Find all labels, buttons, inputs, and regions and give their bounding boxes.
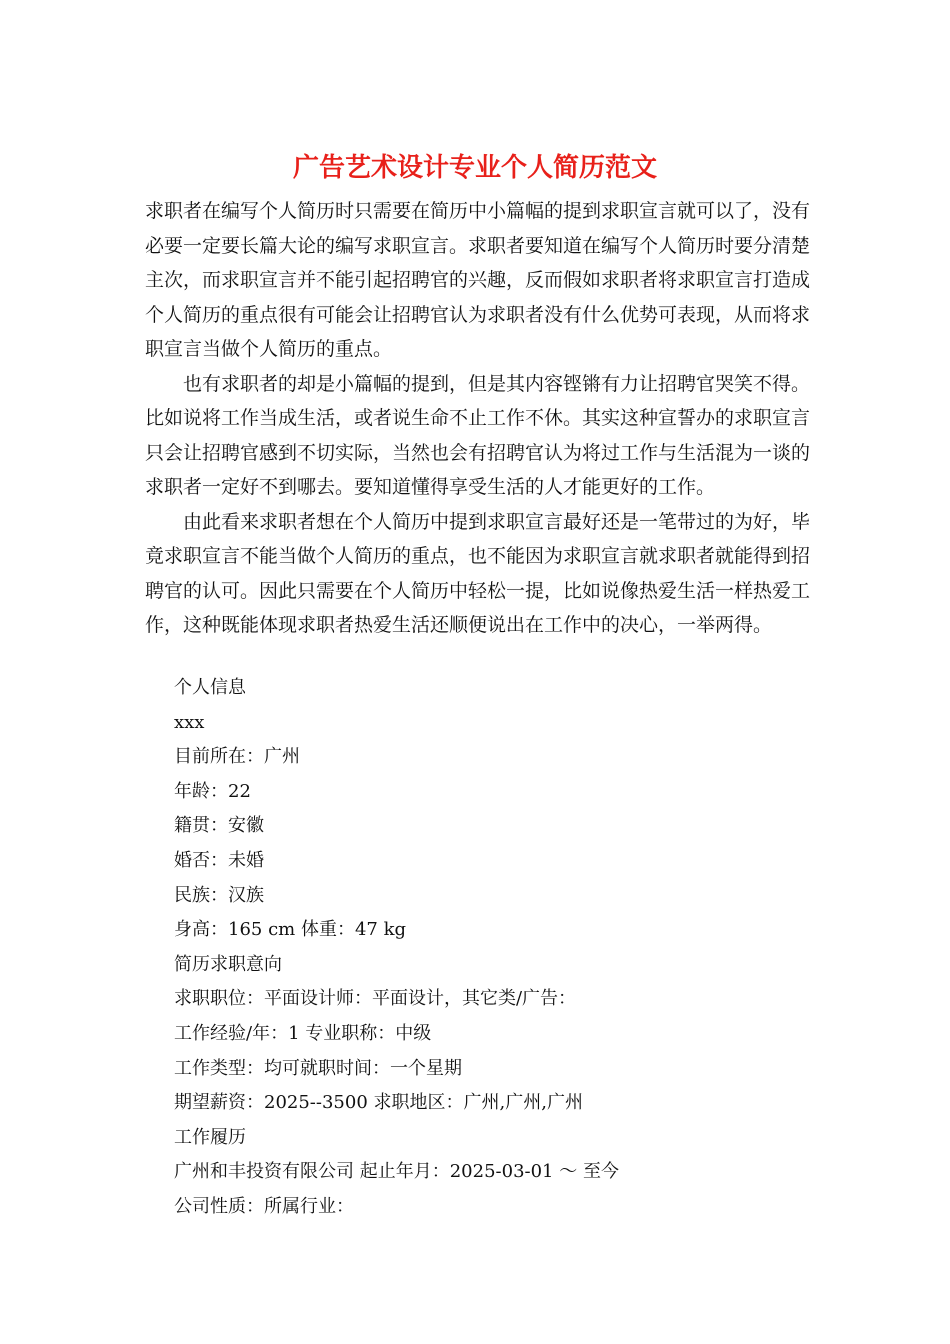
paragraph-2: 也有求职者的却是小篇幅的提到，但是其内容铿锵有力让招聘官哭笑不得。比如说将工作当成生活，或者说生命不止工作不休。其实这种宣誓办的求职宣言只会让招聘官感到不切实际，当然也会有招聘官认为将过工作与生活混为一谈的求职者一定好不到哪去。要知道懂得享受生活的人才能更好的工作。 xyxy=(145,372,811,498)
document-body xyxy=(145,194,810,643)
info-hometown: 籍贯：安徽 xyxy=(174,815,264,837)
info-salary-region: 期望薪资：2025--3500 求职地区：广州,广州,广州 xyxy=(174,1092,583,1114)
info-marital-status: 婚否：未婚 xyxy=(174,849,264,871)
info-company-nature: 公司性质：所属行业： xyxy=(174,1195,354,1217)
document-title: 广告艺术设计专业个人简历范文 xyxy=(292,153,657,183)
paragraph-1: 求职者在编写个人简历时只需要在简历中小篇幅的提到求职宣言就可以了，没有必要一定要长篇大论的编写求职宣言。求职者要知道在编写个人简历时要分清楚主次，而求职宣言并不能引起招聘官的兴趣，反而假如求职者将求职宣言打造成个人简历的重点很有可能会让招聘官认为求职者没有什么优势可表现，从而将求职宣言当做个人简历的重点。 xyxy=(145,200,811,360)
info-company-period: 广州和丰投资有限公司 起止年月：2025-03-01 ～ 至今 xyxy=(174,1161,619,1183)
section-heading-job-intention: 简历求职意向 xyxy=(174,953,282,975)
info-experience-title: 工作经验/年：1 专业职称：中级 xyxy=(174,1022,432,1044)
info-height-weight: 身高：165 cm 体重：47 kg xyxy=(174,919,407,941)
info-job-type-start: 工作类型：均可就职时间：一个星期 xyxy=(174,1057,462,1079)
info-location: 目前所在：广州 xyxy=(174,746,300,768)
info-name: xxx xyxy=(174,711,205,733)
info-ethnicity: 民族：汉族 xyxy=(174,884,264,906)
paragraph-3: 由此看来求职者想在个人简历中提到求职宣言最好还是一笔带过的为好，毕竟求职宣言不能当做个人简历的重点，也不能因为求职宣言就求职者就能得到招聘官的认可。因此只需要在个人简历中轻松一提，比如说像热爱生活一样热爱工作，这种既能体现求职者热爱生活还顺便说出在工作中的决心，一举两得。 xyxy=(145,510,811,636)
info-desired-position: 求职职位：平面设计师：平面设计，其它类/广告： xyxy=(174,988,577,1010)
section-heading-personal-info: 个人信息 xyxy=(174,677,246,698)
section-heading-work-history: 工作履历 xyxy=(174,1126,246,1148)
info-age: 年龄：22 xyxy=(174,780,251,802)
resume-info-section xyxy=(174,671,814,1225)
